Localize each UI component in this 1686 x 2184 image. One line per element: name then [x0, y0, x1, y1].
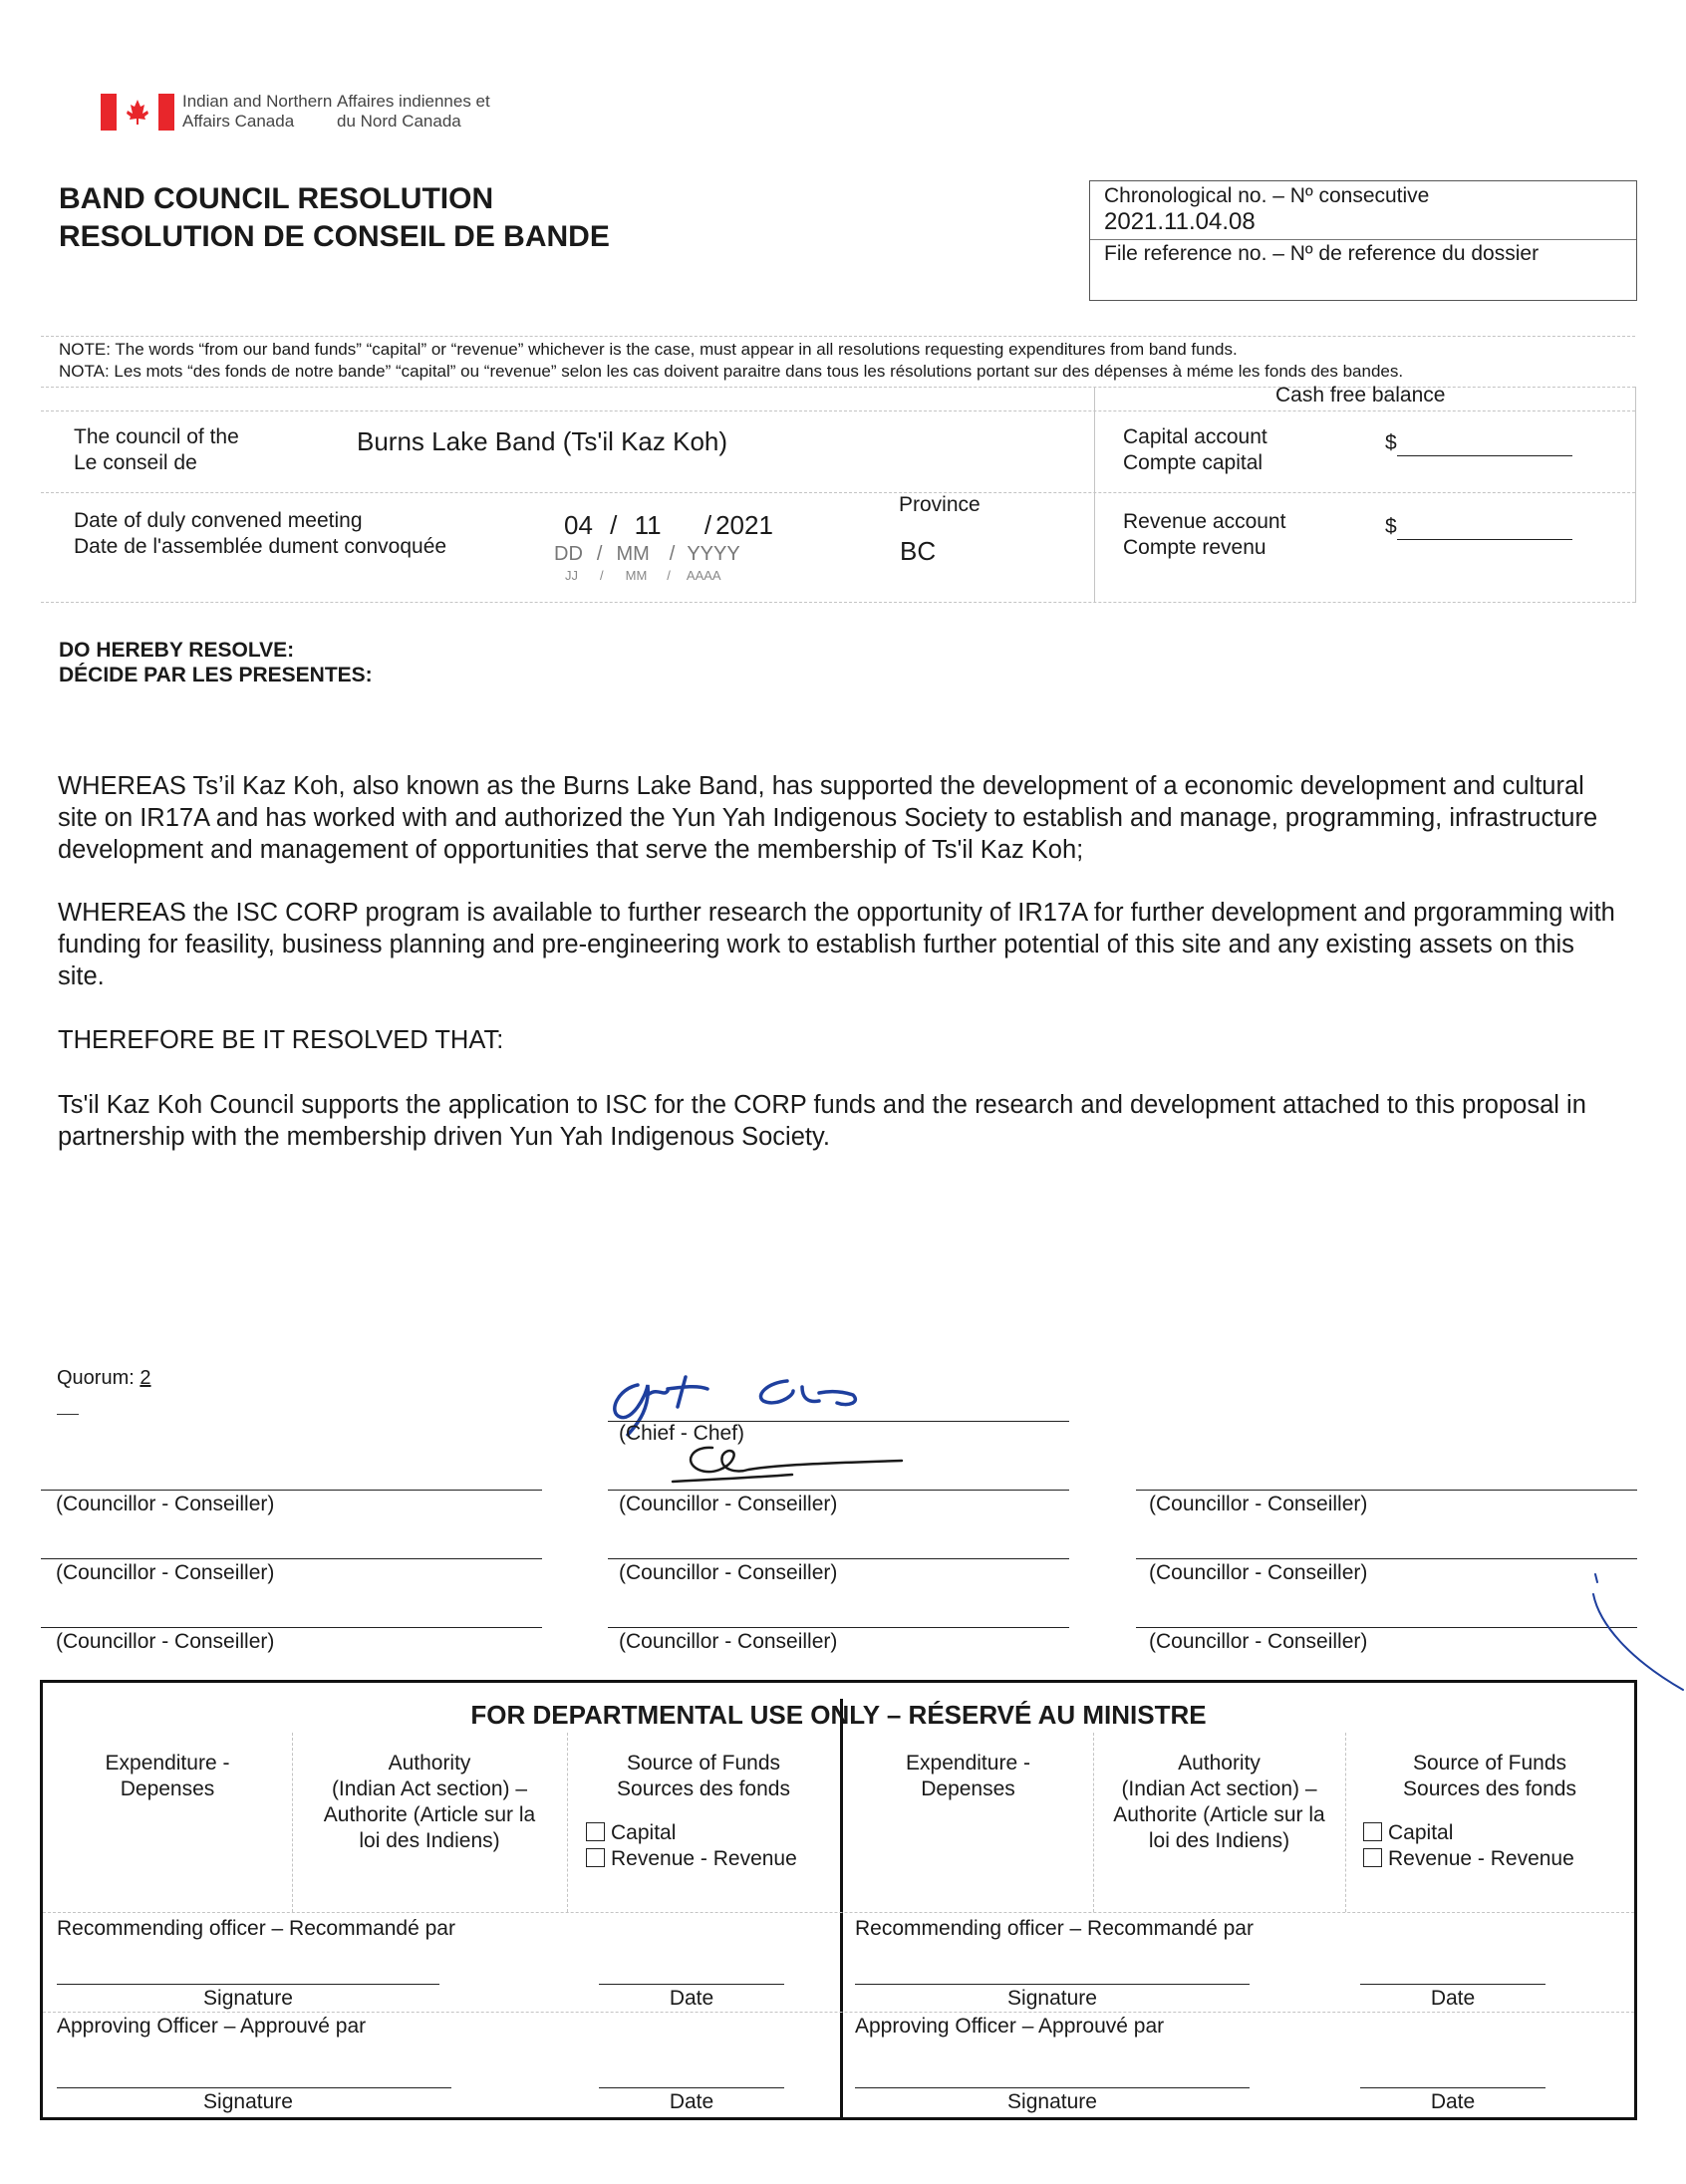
- councillor-label: (Councillor - Conseiller): [56, 1493, 275, 1515]
- revenue-account-label: Revenue account Compte revenu: [1123, 510, 1286, 559]
- chrono-value: 2021.11.04.08: [1104, 208, 1256, 235]
- councillor-signature: [653, 1440, 912, 1495]
- department-name-en: Indian and Northern Affairs Canada: [182, 92, 333, 131]
- revenue-checkbox[interactable]: Revenue - Revenue: [1363, 1846, 1574, 1872]
- councillor-label: (Councillor - Conseiller): [1149, 1630, 1368, 1653]
- capital-checkbox[interactable]: Capital: [586, 1820, 676, 1846]
- checkbox-icon[interactable]: [1363, 1822, 1382, 1841]
- councillor-label: (Councillor - Conseiller): [1149, 1561, 1368, 1584]
- date-caption: Date: [1430, 1987, 1476, 2010]
- checkbox-icon[interactable]: [586, 1848, 605, 1867]
- chrono-label: Chronological no. – Nº consecutive: [1104, 184, 1430, 207]
- date-caption: Date: [669, 2090, 714, 2113]
- signature-caption: Signature: [203, 2090, 293, 2113]
- recommending-officer-label: Recommending officer – Recommandé par: [57, 1917, 455, 1940]
- recommending-officer-label: Recommending officer – Recommandé par: [855, 1917, 1254, 1940]
- councillor-label: (Councillor - Conseiller): [619, 1630, 838, 1653]
- quorum: Quorum: 2: [57, 1367, 151, 1389]
- date-format-en: DD / MM / YYYY: [554, 543, 740, 565]
- department-name-fr: Affaires indiennes et du Nord Canada: [337, 92, 490, 131]
- departmental-use-box: [40, 1680, 1637, 2120]
- capital-account-label: Capital account Compte capital: [1123, 425, 1267, 474]
- title-fr: RESOLUTION DE CONSEIL DE BANDE: [59, 220, 610, 253]
- councillor-label: (Councillor - Conseiller): [619, 1561, 838, 1584]
- canada-flag-logo: [101, 94, 174, 131]
- resolution-paragraph: Ts'il Kaz Koh Council supports the application to ISC for the CORP funds and the research and development attached to this proposal in partnership with the membership driven Yun Yah Indigenous Society.: [58, 1091, 1586, 1151]
- date-year: 2021: [715, 510, 773, 540]
- councillor-label: (Councillor - Conseiller): [56, 1630, 275, 1653]
- council-label: The council of the Le conseil de: [74, 425, 239, 474]
- approving-officer-label: Approving Officer – Approuvé par: [57, 2015, 367, 2038]
- source-of-funds-header: Source of Funds Sources des fonds: [617, 1752, 790, 1800]
- councillor-label: (Councillor - Conseiller): [1149, 1493, 1368, 1515]
- file-reference-label: File reference no. – Nº de reference du dossier: [1104, 242, 1540, 265]
- councillor-label: (Councillor - Conseiller): [619, 1493, 838, 1515]
- date-format-fr: JJ / MM / AAAA: [565, 568, 721, 583]
- checkbox-icon[interactable]: [586, 1822, 605, 1841]
- province-value: BC: [900, 536, 937, 566]
- reference-box: [1089, 180, 1637, 301]
- departmental-title: FOR DEPARTMENTAL USE ONLY – RÉSERVÉ AU MINISTRE: [470, 1700, 1207, 1730]
- page-title: [59, 180, 610, 256]
- authority-header: Authority (Indian Act section) – Authorite (Article sur la loi des Indiens): [1113, 1752, 1325, 1852]
- checkbox-icon[interactable]: [1363, 1848, 1382, 1867]
- date-caption: Date: [1430, 2090, 1476, 2113]
- pen-mark: [1579, 1564, 1686, 1694]
- source-of-funds-header: Source of Funds Sources des fonds: [1403, 1752, 1576, 1800]
- note-fr: NOTA: Les mots “des fonds de notre bande” “capital” ou “revenue” selon les cas doivent paraitre dans tous les résolutions portant sur des dépenses à méme les fonds des bandes.: [59, 362, 1404, 381]
- whereas-paragraph-1: WHEREAS Ts’il Kaz Koh, also known as the Burns Lake Band, has supported the development of a economic development and cultural site on IR17A and has worked with and authorized the Yun Yah Indigenous Society to establish and manage, programming, infrastructure development and management of opportunities that serve the membership of Ts'il Kaz Koh;: [58, 772, 1598, 864]
- signature-caption: Signature: [1007, 1987, 1097, 2010]
- province-label: Province: [899, 493, 981, 516]
- revenue-checkbox[interactable]: Revenue - Revenue: [586, 1846, 797, 1872]
- council-name: Burns Lake Band (Ts'il Kaz Koh): [357, 426, 728, 456]
- therefore-heading: THEREFORE BE IT RESOLVED THAT:: [58, 1026, 504, 1054]
- whereas-paragraph-2: WHEREAS the ISC CORP program is available to further research the opportunity of IR17A for further development and prgoramming with funding for feasility, business planning and pre-engineering work to establish further potential of this site and any existing assets on this site.: [58, 899, 1615, 990]
- capital-checkbox[interactable]: Capital: [1363, 1820, 1453, 1846]
- signature-caption: Signature: [1007, 2090, 1097, 2113]
- approving-officer-label: Approving Officer – Approuvé par: [855, 2015, 1165, 2038]
- meeting-date-label: Date of duly convened meeting Date de l'assemblée dument convoquée: [74, 509, 447, 558]
- authority-header: Authority (Indian Act section) – Authorite (Article sur la loi des Indiens): [323, 1752, 536, 1852]
- signature-caption: Signature: [203, 1987, 293, 2010]
- councillor-label: (Councillor - Conseiller): [56, 1561, 275, 1584]
- capital-currency: $: [1385, 431, 1397, 454]
- resolve-heading: DO HEREBY RESOLVE: DÉCIDE PAR LES PRESENTES:: [59, 639, 373, 686]
- cash-free-balance-label: Cash free balance: [1275, 384, 1446, 407]
- date-month: 11: [634, 510, 662, 540]
- expenditure-header: Expenditure - Depenses: [906, 1752, 1030, 1800]
- chief-label: (Chief - Chef): [619, 1422, 745, 1445]
- date-caption: Date: [669, 1987, 714, 2010]
- revenue-currency: $: [1385, 515, 1397, 538]
- note-en: NOTE: The words “from our band funds” “capital” or “revenue” whichever is the case, must appear in all resolutions requesting expenditures from band funds.: [59, 340, 1238, 359]
- meeting-date-value: 04 / 11 / 2021: [564, 510, 773, 540]
- expenditure-header: Expenditure - Depenses: [105, 1752, 230, 1800]
- date-day: 04: [564, 510, 593, 540]
- title-en: BAND COUNCIL RESOLUTION: [59, 182, 494, 215]
- quorum-value: 2: [140, 1367, 151, 1389]
